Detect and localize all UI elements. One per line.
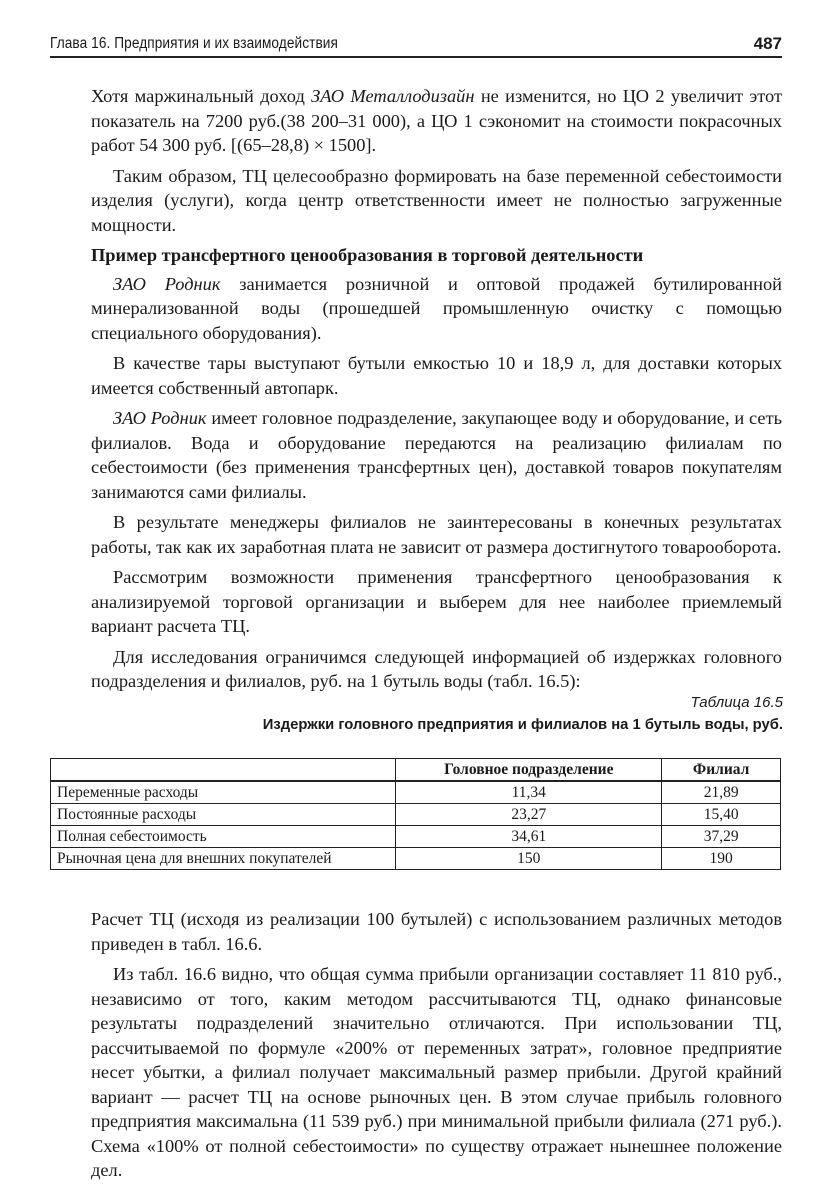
paragraph: Рассмотрим возможности применения трансфертного ценообразования к анализируемой торговой организации и выберем для нее наиболее приемлемый вариант расчета ТЦ. [91,567,782,636]
row-label: Рыночная цена для внешних покупателей [51,848,396,870]
paragraph: Для исследования ограничимся следующей информацией об издержках головного подразделения и филиалов, руб. на 1 бутыль воды (табл. 16.5): [91,646,782,691]
table-number: Таблица 16.5 [690,694,783,711]
page-number: 487 [753,34,782,53]
table-header-cell: Головное подразделение [396,759,662,782]
table-header-cell [51,759,396,782]
table-row [51,804,781,826]
chapter-title: Глава 16. Предприятия и их взаимодействия [50,35,338,52]
table-cell: 11,34 [396,781,662,804]
table-cell: 34,61 [396,826,662,848]
paragraph: ЗАО Родник занимается розничной и оптовой продажей бутилированной минерализованной воды (прошедшей промышленную очистку с помощью специального оборудования). [91,273,782,343]
table-row [51,781,781,804]
table-title: Издержки головного предприятия и филиалов на 1 бутыль воды, руб. [262,717,783,733]
table-cell: 190 [662,848,781,870]
paragraph: Из табл. 16.6 видно, что общая сумма прибыли организации составляет 11 810 руб., независимо от того, каким методом рассчитываются ТЦ, однако финансовые результаты подразделений значительно отличаются. При использовании ТЦ, рассчитываемой по формуле «200% от переменных затрат», головное предприятие несет убытки, а филиал получает максимальный размер прибыли. Другой крайний вариант — расчет ТЦ на основе рыночных цен. В этом случае прибыль головного предприятия максимальна (11 539 руб.) при минимальной прибыли филиала (271 руб.). Схема «100% от полной себестоимости» по существу отражает нынешнее положение дел. [91,964,782,1180]
body-text-bottom [91,907,782,1189]
row-label: Постоянные расходы [51,804,396,826]
table-cell: 150 [396,848,662,870]
table-header-cell: Филиал [662,759,781,782]
row-label: Полная себестоимость [51,826,396,848]
table-caption [263,692,783,736]
table-cell: 21,89 [662,781,781,804]
paragraph: В качестве тары выступают бутыли емкостью 10 и 18,9 л, для доставки которых имеется собственный автопарк. [91,353,782,398]
costs-table [50,758,781,870]
table-cell: 23,27 [396,804,662,826]
paragraph: Хотя маржинальный доход ЗАО Металлодизайн не изменится, но ЦО 2 увеличит этот показатель на 7200 руб.(38 200–31 000), а ЦО 1 сэкономит на стоимости покрасочных работ 54 300 руб. [(65–28,8) × 1500]. [91,86,782,155]
row-label: Переменные расходы [51,781,396,804]
paragraph: В результате менеджеры филиалов не заинтересованы в конечных результатах работы, так как их заработная плата не зависит от размера достигнутого товарооборота. [91,512,782,557]
body-text-top [91,84,782,700]
table-cell: 37,29 [662,826,781,848]
running-header [50,34,782,58]
paragraph: Расчет ТЦ (исходя из реализации 100 бутылей) с использованием различных методов приведен в табл. 16.6. [91,909,782,954]
table-cell: 15,40 [662,804,781,826]
paragraph: ЗАО Родник имеет головное подразделение, закупающее воду и оборудование, и сеть филиалов. Вода и оборудование передаются на реализацию филиалам по себестоимости (без применения трансфертных цен), доставкой товаров покупателям занимаются сами филиалы. [91,408,783,502]
table-row [51,848,781,870]
table-row [51,826,781,848]
paragraph: Таким образом, ТЦ целесообразно формировать на базе переменной себестоимости изделия (услуги), когда центр ответственности имеет не полностью загруженные мощности. [91,165,782,235]
section-heading: Пример трансфертного ценообразования в торговой деятельности [91,245,644,265]
table-header-row [51,759,781,782]
